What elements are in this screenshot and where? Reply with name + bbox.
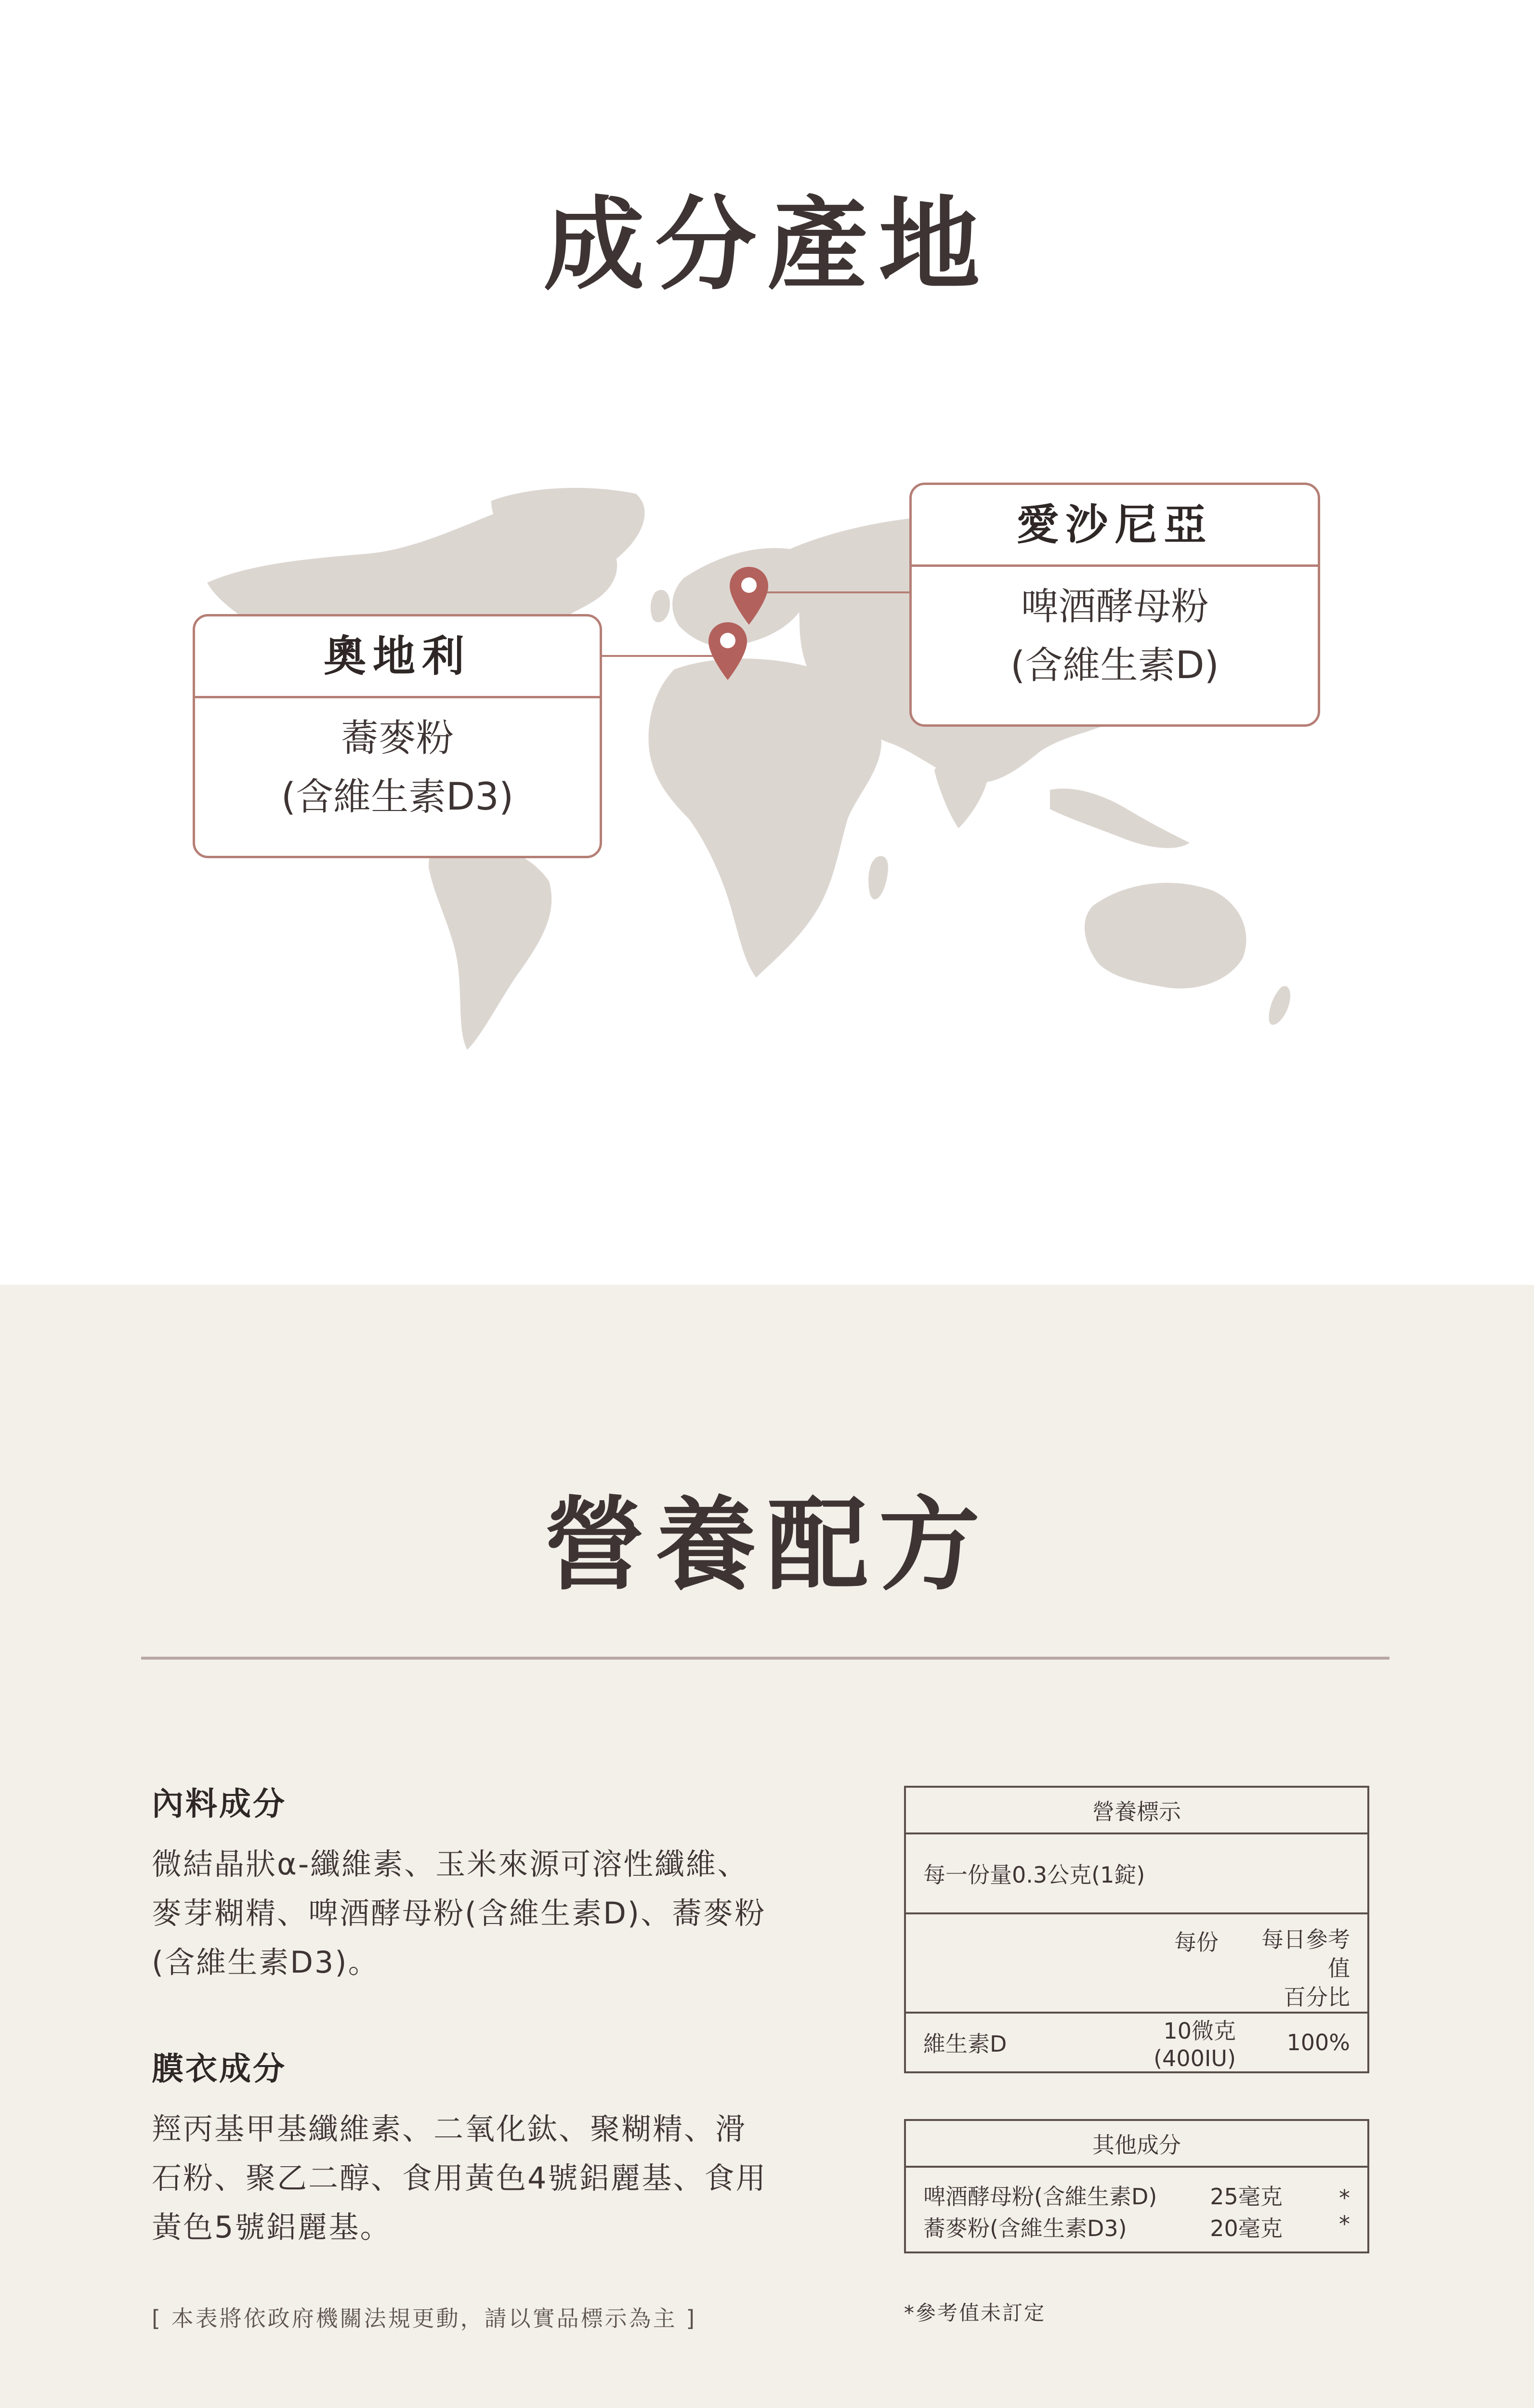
inner-ingredients-heading: 內料成分: [152, 1785, 287, 1822]
formula-title: 營養配方: [543, 1486, 991, 1604]
coating-line: 羥丙基甲基纖維素、二氧化鈦、聚糊精、滑: [152, 2111, 747, 2146]
other-row-name: 啤酒酵母粉(含維生素D): [905, 2167, 1193, 2211]
austria-ingredient-line1: 蕎麥粉: [341, 717, 454, 760]
col-daily-line1: 每日參考值: [1261, 1926, 1350, 1981]
other-row-daily: *: [1339, 2211, 1350, 2237]
map-new-zealand: [1269, 986, 1290, 1025]
daily-value-footnote: *參考值未訂定: [904, 2301, 1046, 2325]
map-south-america: [429, 837, 551, 1050]
coating-line: 黃色5號鋁麗基。: [152, 2210, 392, 2245]
estonia-leader-line: [756, 591, 910, 593]
estonia-pin-icon: [727, 564, 771, 627]
other-row-daily: *: [1315, 2167, 1368, 2211]
regulation-disclaimer: [ 本表將依政府機關法規更動，請以實品標示為主 ]: [152, 2305, 697, 2331]
estonia-country-label: 愛沙尼亞: [912, 485, 1318, 567]
col-per-serving: 每份: [1085, 1913, 1236, 2013]
other-row-name: 蕎麥粉(含維生素D3): [923, 2215, 1127, 2241]
austria-ingredient-line2: (含維生素D3): [281, 775, 514, 819]
inner-ingredients-text: [152, 1840, 766, 1987]
austria-country-label: 奧地利: [195, 616, 600, 698]
serving-size: 每一份量0.3公克(1錠): [905, 1833, 1368, 1913]
map-uk: [651, 590, 670, 622]
nutrient-percent: 100%: [1236, 2013, 1368, 2072]
other-row-amount: 20毫克: [1210, 2215, 1283, 2241]
nutrient-amount: 10微克(400IU): [1085, 2013, 1236, 2072]
estonia-ingredient-line1: 啤酒酵母粉: [1021, 585, 1209, 628]
map-southeast-asia: [1050, 788, 1190, 848]
origin-title: 成分產地: [543, 186, 991, 304]
other-table-header: 其他成分: [1092, 2132, 1181, 2158]
austria-ingredient: [195, 698, 600, 826]
inner-line: 麥芽糊精、啤酒酵母粉(含維生素D)、蕎麥粉: [152, 1896, 766, 1931]
map-africa: [649, 659, 881, 978]
inner-line: (含維生素D3)。: [152, 1945, 380, 1980]
nutrition-table: [904, 1786, 1369, 2073]
section-divider: [141, 1657, 1390, 1660]
col-daily-line2: 百分比: [1284, 1984, 1350, 2010]
coating-ingredients-heading: 膜衣成分: [152, 2050, 287, 2087]
map-madagascar: [868, 856, 888, 899]
coating-line: 石粉、聚乙二醇、食用黃色4號鋁麗基、食用: [152, 2160, 767, 2196]
austria-leader-line: [600, 655, 715, 657]
inner-line: 微結晶狀α-纖維素、玉米來源可溶性纖維、: [152, 1846, 749, 1882]
estonia-ingredient: [912, 567, 1318, 695]
col-daily-value: [1236, 1913, 1368, 2013]
map-australia: [1085, 883, 1246, 988]
other-row-amount: 25毫克: [1193, 2167, 1315, 2211]
austria-pin-icon: [706, 620, 749, 682]
austria-callout: [193, 614, 602, 858]
estonia-callout: [909, 483, 1320, 727]
other-ingredients-table: [904, 2119, 1369, 2253]
nutrient-name: 維生素D: [905, 2013, 1085, 2072]
coating-ingredients-text: [152, 2105, 767, 2252]
nutrition-table-header: 營養標示: [1092, 1798, 1181, 1825]
estonia-ingredient-line2: (含維生素D): [1010, 644, 1219, 687]
